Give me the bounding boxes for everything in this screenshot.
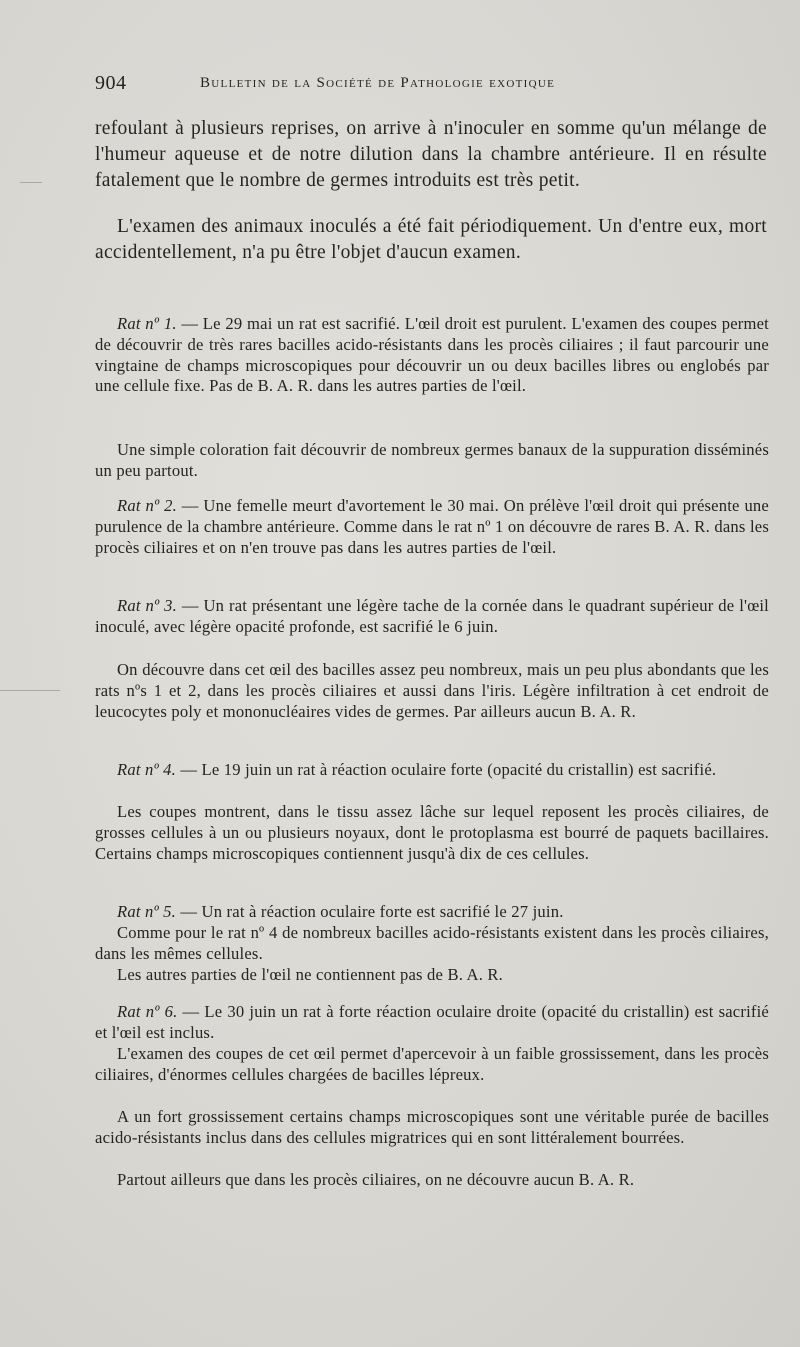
case-rat-6 xyxy=(95,1002,769,1044)
case-rat-5 xyxy=(95,902,769,923)
case-text: — Le 29 mai un rat est sacrifié. L'œil droit est purulent. L'examen des coupes permet de découvrir de très rares bacilles acido-résistants dans les procès ciliaires ; il faut parcourir une vingtaine de champs microscopiques pour découvrir un ou deux bacilles libres ou englobés par une cellule fixe. Pas de B. A. R. dans les autres parties de l'œil. xyxy=(95,314,769,396)
case-paragraph: On découvre dans cet œil des bacilles assez peu nombreux, mais un peu plus abondants que les rats nºs 1 et 2, dans les procès ciliaires et aussi dans l'iris. Légère infiltration à cet endroit de leucocytes poly et mononucléaires vides de germes. Par ailleurs aucun B. A. R. xyxy=(95,660,769,721)
case-rat-3 xyxy=(95,596,769,638)
case-paragraph: Une simple coloration fait découvrir de nombreux germes banaux de la suppuration disséminés un peu partout. xyxy=(95,440,769,480)
case-rat-2 xyxy=(95,496,769,558)
margin-mark xyxy=(0,690,60,691)
case-rat-1 xyxy=(95,314,769,397)
running-head xyxy=(95,72,715,96)
margin-mark xyxy=(20,182,42,183)
case-paragraph: Les coupes montrent, dans le tissu assez lâche sur lequel reposent les procès ciliaires, de grosses cellules à un ou plusieurs noyaux, dont le protoplasma est bourré de paquets bacillaires. Certains champs microscopiques contiennent jusqu'à dix de ces cellules. xyxy=(95,802,769,863)
case-paragraph: L'examen des coupes de cet œil permet d'apercevoir à un faible grossissement, dans les procès ciliaires, d'énormes cellules chargées de bacilles lépreux. xyxy=(95,1044,769,1084)
case-label: Rat nº 2. xyxy=(117,496,177,515)
case-label: Rat nº 4. xyxy=(117,760,177,779)
case-text: — Une femelle meurt d'avortement le 30 mai. On prélève l'œil droit qui présente une purulence de la chambre antérieure. Comme dans le rat nº 1 on découvre de rares B. A. R. dans les procès ciliaires et on n'en trouve pas dans les autres parties de l'œil. xyxy=(95,496,769,557)
case-paragraph: Les autres parties de l'œil ne contiennent pas de B. A. R. xyxy=(117,965,504,984)
case-text: — Un rat à réaction oculaire forte est sacrifié le 27 juin. xyxy=(176,902,564,921)
case-text: — Le 19 juin un rat à réaction oculaire forte (opacité du cristallin) est sacrifié. xyxy=(176,760,717,779)
journal-title: Bulletin de la Société de Pathologie exotique xyxy=(200,75,556,91)
case-label: Rat nº 6. xyxy=(117,1002,178,1021)
case-label: Rat nº 1. xyxy=(117,314,177,333)
case-label: Rat nº 3. xyxy=(117,596,178,615)
case-paragraph: Comme pour le rat nº 4 de nombreux bacilles acido-résistants existent dans les procès ciliaires, dans les mêmes cellules. xyxy=(95,923,769,963)
case-paragraph: Partout ailleurs que dans les procès ciliaires, on ne découvre aucun B. A. R. xyxy=(117,1170,635,1189)
case-label: Rat nº 5. xyxy=(117,902,177,921)
page-number: 904 xyxy=(95,72,127,94)
case-rat-4 xyxy=(95,760,769,781)
case-text: — Un rat présentant une légère tache de la cornée dans le quadrant supérieur de l'œil inoculé, avec légère opacité profonde, est sacrifié le 6 juin. xyxy=(95,596,769,636)
case-paragraph: A un fort grossissement certains champs microscopiques sont une véritable purée de bacilles acido-résistants inclus dans des cellules migratrices qui en sont littéralement bourrées. xyxy=(95,1107,769,1147)
intro-paragraph: L'examen des animaux inoculés a été fait périodiquement. Un d'entre eux, mort accidentellement, n'a pu être l'objet d'aucun examen. xyxy=(95,216,767,263)
intro-paragraph: refoulant à plusieurs reprises, on arrive à n'inoculer en somme qu'un mélange de l'humeur aqueuse et de notre dilution dans la chambre antérieure. Il en résulte fatalement que le nombre de germes introduits est très petit. xyxy=(95,118,767,191)
case-text: — Le 30 juin un rat à forte réaction oculaire droite (opacité du cristallin) est sacrifié et l'œil est inclus. xyxy=(95,1002,769,1042)
